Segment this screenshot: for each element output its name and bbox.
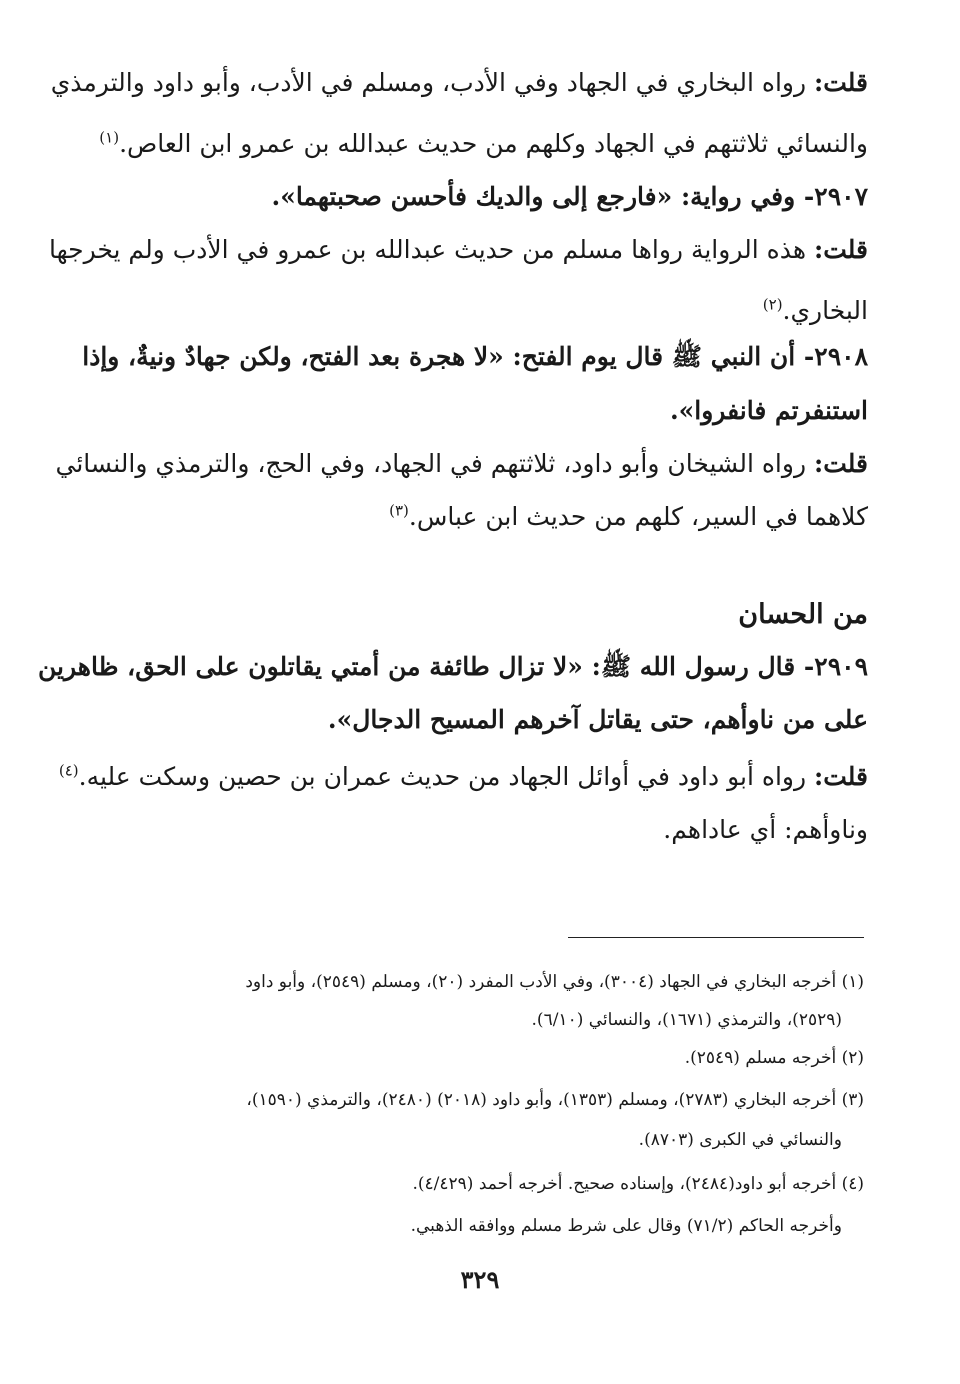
hadith-2908 xyxy=(82,340,868,374)
footnote-2: (٢) أخرجه مسلم (٢٥٤٩). xyxy=(684,1048,864,1068)
footnote-ref-2: (٢) xyxy=(762,295,783,314)
footnote-separator xyxy=(568,937,864,938)
text-line-4 xyxy=(49,233,868,267)
hadith-2909-cont xyxy=(93,703,868,737)
qultu-label: قلت: xyxy=(813,762,868,791)
line-text: رواه الشيخان وأبو داود، ثلاثتهم في الجهاد، وفي الحج، والترمذي والنسائي xyxy=(55,449,814,478)
line-text: هذه الرواية رواها مسلم من حديث عبدالله بن عمرو في الأدب ولم يخرجها xyxy=(49,235,814,264)
text-line-5 xyxy=(93,294,868,328)
footnote-4-cont: وأخرجه الحاكم (٧١/٢) وقال على شرط مسلم ووافقه الذهبي. xyxy=(410,1216,842,1236)
text-line-1 xyxy=(50,66,868,100)
line-text: رواه البخاري في الجهاد وفي الأدب، ومسلم في الأدب، وأبو داود والترمذي xyxy=(50,68,814,97)
footnote-1-cont: (٢٥٢٩)، والترمذي (١٦٧١)، والنسائي (٦/١٠). xyxy=(531,1010,842,1030)
line-text: البخاري. xyxy=(782,296,868,325)
footnote-3: (٣) أخرجه البخاري (٢٧٨٣)، ومسلم (١٣٥٣)، وأبو داود (٢٠١٨) (٢٤٨٠)، والترمذي (١٥٩٠)، xyxy=(246,1090,864,1110)
line-text: رواه أبو داود في أوائل الجهاد من حديث عمران بن حصين وسكت عليه. xyxy=(78,762,814,791)
line-text: والنسائي ثلاثتهم في الجهاد وكلهم من حديث عبدالله بن عمرو ابن العاص. xyxy=(119,129,868,158)
footnote-3-cont: والنسائي في الكبرى (٨٧٠٣). xyxy=(638,1130,842,1150)
qultu-label: قلت: xyxy=(813,68,868,97)
line-text: استنفرتم فانفروا». xyxy=(669,396,868,425)
footnote-ref-1: (١) xyxy=(99,128,120,147)
hadith-2909 xyxy=(37,650,868,684)
hadith-2907 xyxy=(93,180,868,214)
text-line-8 xyxy=(55,447,868,481)
footnote-4: (٤) أخرجه أبو داود(٢٤٨٤)، وإسناده صحيح. أخرجه أحمد (٤/٤٢٩). xyxy=(412,1174,864,1194)
qultu-label: قلت: xyxy=(813,235,868,264)
footnote-ref-3: (٣) xyxy=(389,501,409,520)
line-text: وناوأهم: أي عاداهم. xyxy=(663,815,868,844)
line-text: ٢٩٠٧- وفي رواية: «فارجع إلى والديك فأحسن صحبتهما». xyxy=(271,182,868,211)
line-text: ٢٩٠٩- قال رسول الله ﷺ: «لا تزال طائفة من أمتي يقاتلون على الحق، ظاهرين xyxy=(37,652,868,681)
footnote-1: (١) أخرجه البخاري في الجهاد (٣٠٠٤)، وفي الأدب المفرد (٢٠)، ومسلم (٢٥٤٩)، وأبو داود xyxy=(245,972,864,992)
text-line-2 xyxy=(93,127,868,161)
line-text: كلاهما في السير، كلهم من حديث ابن عباس. xyxy=(408,502,868,531)
hadith-2908-cont xyxy=(93,394,868,428)
qultu-label: قلت: xyxy=(813,449,868,478)
text-line-13 xyxy=(93,813,868,847)
text-line-12 xyxy=(58,760,868,794)
line-text: على من ناوأهم، حتى يقاتل آخرهم المسيح الدجال». xyxy=(327,705,868,734)
section-heading: من الحسان xyxy=(738,599,868,630)
page-number: ٣٢٩ xyxy=(460,1265,500,1294)
footnote-ref-4: (٤) xyxy=(58,761,79,780)
line-text: ٢٩٠٨- أن النبي ﷺ قال يوم الفتح: «لا هجرة بعد الفتح، ولكن جهادٌ ونيةٌ، وإذا xyxy=(82,342,868,371)
text-line-9 xyxy=(93,500,868,534)
